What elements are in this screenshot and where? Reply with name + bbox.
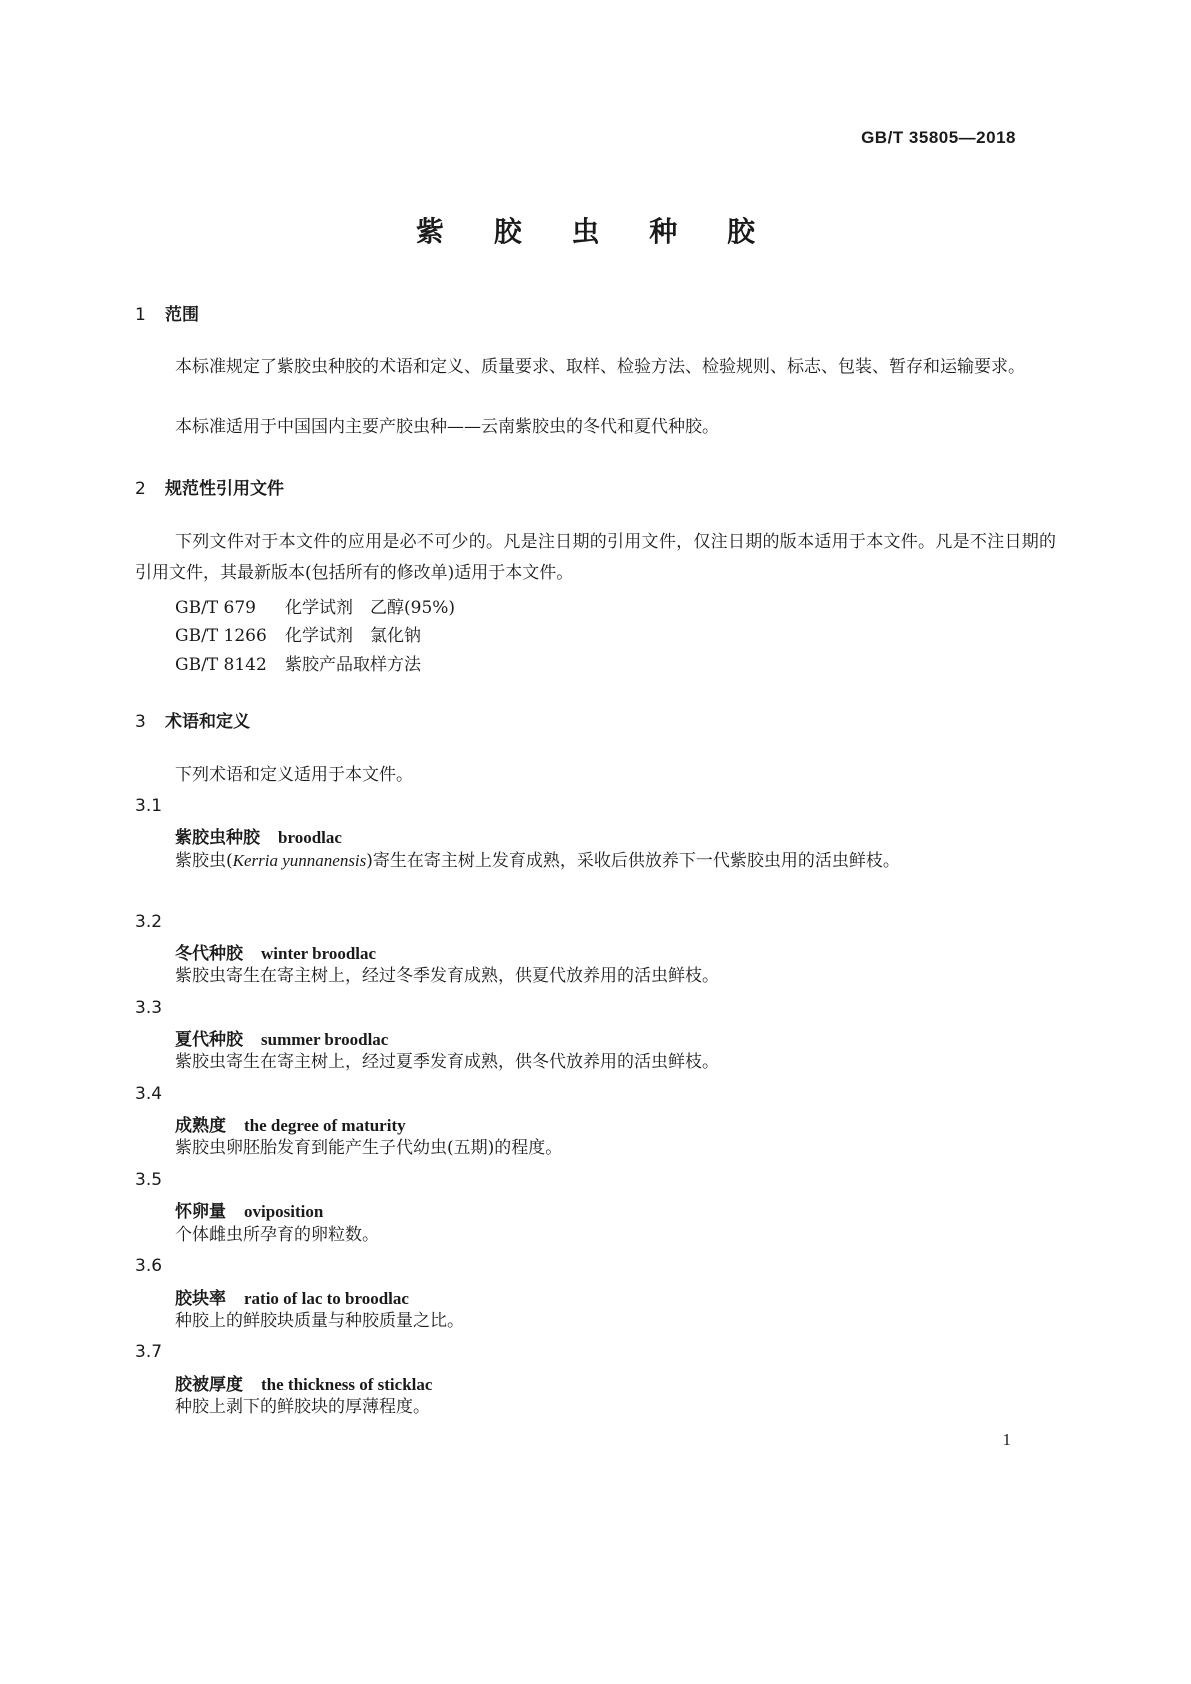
term-number: 3.6: [135, 1256, 163, 1276]
term-chinese: 冬代种胶: [175, 944, 243, 964]
term-definition: 紫胶虫寄生在寄主树上，经过冬季发育成熟，供夏代放养用的活虫鲜枝。: [175, 966, 719, 986]
term-chinese: 胶块率: [175, 1289, 226, 1309]
section-title: 术语和定义: [165, 712, 250, 732]
term-definition: 种胶上剥下的鲜胶块的厚薄程度。: [175, 1397, 430, 1417]
section-3-heading: [135, 707, 250, 732]
term-definition: 紫胶虫卵胚胎发育到能产生子代幼虫(五期)的程度。: [175, 1138, 563, 1158]
document-number: GB/T 35805—2018: [861, 128, 1016, 147]
term-chinese: 胶被厚度: [175, 1375, 243, 1395]
term-heading: [175, 1197, 323, 1222]
section-number: 3: [135, 712, 146, 732]
normative-reference: [175, 621, 421, 646]
term-number: 3.3: [135, 998, 163, 1018]
term-number: 3.2: [135, 912, 163, 932]
term-chinese: 夏代种胶: [175, 1030, 243, 1050]
term-number: 3.5: [135, 1170, 163, 1190]
section-title: 范围: [165, 305, 199, 325]
term-english: the degree of maturity: [244, 1116, 406, 1135]
section-1-paragraph-1: 本标准规定了紫胶虫种胶的术语和定义、质量要求、取样、检验方法、检验规则、标志、包装、暂存和运输要求。: [175, 357, 1025, 377]
term-chinese: 紫胶虫种胶: [175, 828, 260, 848]
reference-title: 紫胶产品取样方法: [285, 655, 421, 675]
section-1-heading: [135, 300, 199, 325]
term-english: broodlac: [278, 828, 342, 847]
normative-reference: [175, 593, 455, 618]
term-english: the thickness of sticklac: [261, 1375, 433, 1394]
section-1-paragraph-2: 本标准适用于中国国内主要产胶虫种——云南紫胶虫的冬代和夏代种胶。: [175, 417, 719, 437]
term-definition: 种胶上的鲜胶块质量与种胶质量之比。: [175, 1311, 464, 1331]
term-chinese: 怀卵量: [175, 1202, 226, 1222]
normative-reference: [175, 650, 421, 675]
reference-code: GB/T 679: [175, 598, 256, 618]
section-3-intro: 下列术语和定义适用于本文件。: [175, 765, 413, 785]
page-number: 1: [1002, 1430, 1011, 1449]
term-english: winter broodlac: [261, 944, 377, 963]
species-name: Kerria yunnanensis: [232, 851, 367, 870]
document-title: 紫 胶 虫 种 胶: [416, 215, 775, 248]
reference-title: 化学试剂 氯化钠: [285, 626, 421, 646]
reference-code: GB/T 8142: [175, 655, 267, 675]
term-english: summer broodlac: [261, 1030, 389, 1049]
section-number: 2: [135, 479, 146, 499]
term-english: oviposition: [244, 1202, 324, 1221]
section-2-paragraph-1: 下列文件对于本文件的应用是必不可少的。凡是注日期的引用文件，仅注日期的版本适用于本文件。凡是不注日期的引用文件，其最新版本(包括所有的修改单)适用于本文件。: [135, 532, 1056, 583]
section-title: 规范性引用文件: [165, 479, 284, 499]
term-definition: 紫胶虫寄生在寄主树上，经过夏季发育成熟，供冬代放养用的活虫鲜枝。: [175, 1052, 719, 1072]
definition-text: 紫胶虫(: [175, 851, 233, 871]
term-chinese: 成熟度: [175, 1116, 226, 1136]
term-definition: 个体雌虫所孕育的卵粒数。: [175, 1225, 379, 1245]
section-number: 1: [135, 305, 146, 325]
reference-title: 化学试剂 乙醇(95%): [285, 598, 456, 618]
term-english: ratio of lac to broodlac: [244, 1289, 409, 1308]
term-number: 3.1: [135, 796, 163, 816]
term-number: 3.4: [135, 1084, 163, 1104]
section-2-heading: [135, 474, 284, 499]
reference-code: GB/T 1266: [175, 626, 267, 646]
definition-text: )寄生在寄主树上发育成熟，采收后供放养下一代紫胶虫用的活虫鲜枝。: [366, 851, 900, 871]
term-definition: [135, 845, 1056, 877]
term-number: 3.7: [135, 1342, 163, 1362]
